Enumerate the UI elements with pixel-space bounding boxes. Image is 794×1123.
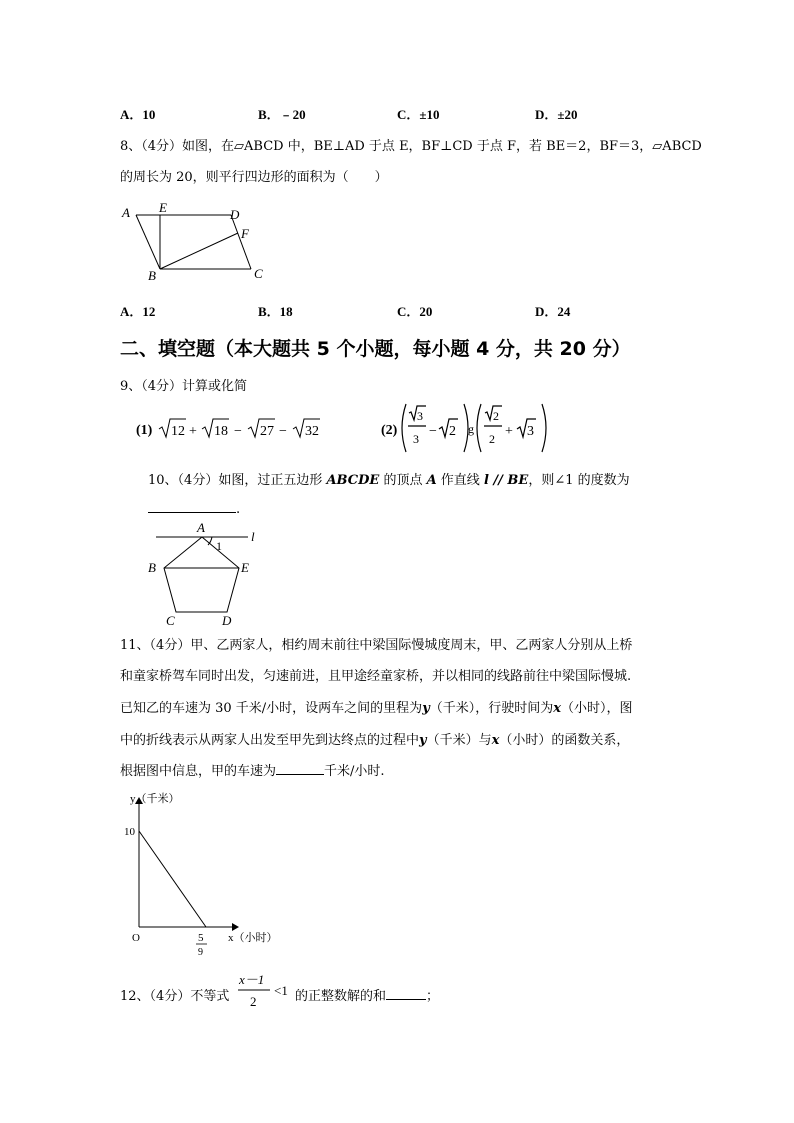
segment-bf [160,233,238,269]
q8-option-c: C．20 [397,304,433,319]
label-a: A [122,205,130,220]
answer-blank[interactable] [276,762,324,775]
inequality-rhs: <1 [274,983,288,998]
section-title: 二、填空题（本大题共 5 个小题，每小题 4 分，共 20 分） [120,338,631,360]
label-1: 1 [216,539,222,553]
answer-blank[interactable] [148,500,236,513]
label-c: C [254,266,263,281]
q11-line2: 和童家桥驾车同时出发，匀速前进，且甲途经童家桥，并以相同的线路前往中梁国际慢城. [120,669,632,684]
q9-expressions [136,402,566,454]
tick-10: 10 [124,826,135,838]
q12-stem-b: 的正整数解的和 ； [295,989,440,1004]
radicand-18: 18 [214,424,228,439]
radicand-2: 2 [449,424,456,439]
q11-line3: 已知乙的车速为 30 千米/小时，设两车之间的里程为y（千米），行驶时间为x（小时），图 [120,701,633,716]
answer-blank[interactable] [386,987,426,1000]
graph-line [139,831,206,927]
q11-line1: 11、（4分）甲、乙两家人，相约周末前往中梁国际慢城度周末，甲、乙两家人分别从上桥 [120,638,633,653]
denominator-2: 2 [489,432,495,446]
tick-frac-den: 9 [198,947,203,958]
distance-time-graph [118,790,288,958]
q12-stem-a: 12、（4分）不等式 [120,989,230,1004]
label-d: D [222,613,232,628]
denominator-3: 3 [413,432,419,446]
q8-option-a: A．12 [120,304,156,319]
label-f: F [241,226,249,241]
label-e: E [241,560,249,575]
q7-option-b: B．﹣20 [258,107,306,122]
label-b: B [148,560,156,575]
op-minus: − [234,424,242,439]
q11-line4: 中的折线表示从两家人出发至甲先到达终点的过程中y（千米）与x（小时）的函数关系， [120,733,630,748]
q10-answer-line: . [148,500,240,517]
op-minus: − [279,424,287,439]
radicand-2: 2 [493,409,499,423]
label-b: B [148,268,156,283]
tick-frac-num: 5 [198,932,204,944]
fraction-denominator: 2 [250,994,257,1009]
radicand-3: 3 [417,409,423,423]
pentagon [164,537,239,612]
radicand-27: 27 [260,424,274,439]
q8-stem-line1: 8、（4分）如图，在▱ABCD 中，BE⊥AD 于点 E，BF⊥CD 于点 F，若 BE＝2，BF＝3，▱ABCD [120,139,702,154]
parallelogram-figure [118,198,278,286]
q7-option-d: D．±20 [535,107,578,122]
left-paren-1 [402,404,406,452]
q9-stem: 9、（4分）计算或化简 [120,379,248,394]
q11-line5: 根据图中信息，甲的车速为 千米/小时. [120,764,385,779]
radicand-32: 32 [305,424,319,439]
q8-option-b: B．18 [258,304,293,319]
q7-option-a: A．10 [120,107,156,122]
edge-dc [231,215,251,269]
q12-fraction [236,970,296,1012]
q10-stem: 10、（4分）如图，过正五边形 ABCDE 的顶点 A 作直线 l // BE，则∠1 的度数为 [148,473,630,488]
radicand-3: 3 [527,424,534,439]
op-plus: + [505,424,513,439]
fraction-numerator: x－1 [239,972,265,987]
q9-part1-label: (1) [136,423,153,438]
label-l: l [251,529,255,544]
op-plus: + [189,424,197,439]
q9-part2-label: (2) [381,423,398,438]
op-dot: g [468,422,474,436]
q8-option-d: D．24 [535,304,571,319]
x-axis-label: x（小时） [228,932,278,944]
label-a: A [197,520,205,535]
edge-ba [136,215,160,269]
radicand-12: 12 [171,424,185,439]
label-d: D [230,207,240,222]
origin-label: O [132,932,140,944]
y-axis-label: y（千米） [130,793,180,805]
pentagon-figure [140,518,270,628]
left-paren-2 [477,404,481,452]
label-e: E [159,200,167,215]
op-minus: − [429,424,437,439]
q7-option-c: C．±10 [397,107,440,122]
label-c: C [166,613,175,628]
q8-stem-line2: 的周长为 20，则平行四边形的面积为（ ） [120,170,388,185]
right-paren-2 [542,404,546,452]
